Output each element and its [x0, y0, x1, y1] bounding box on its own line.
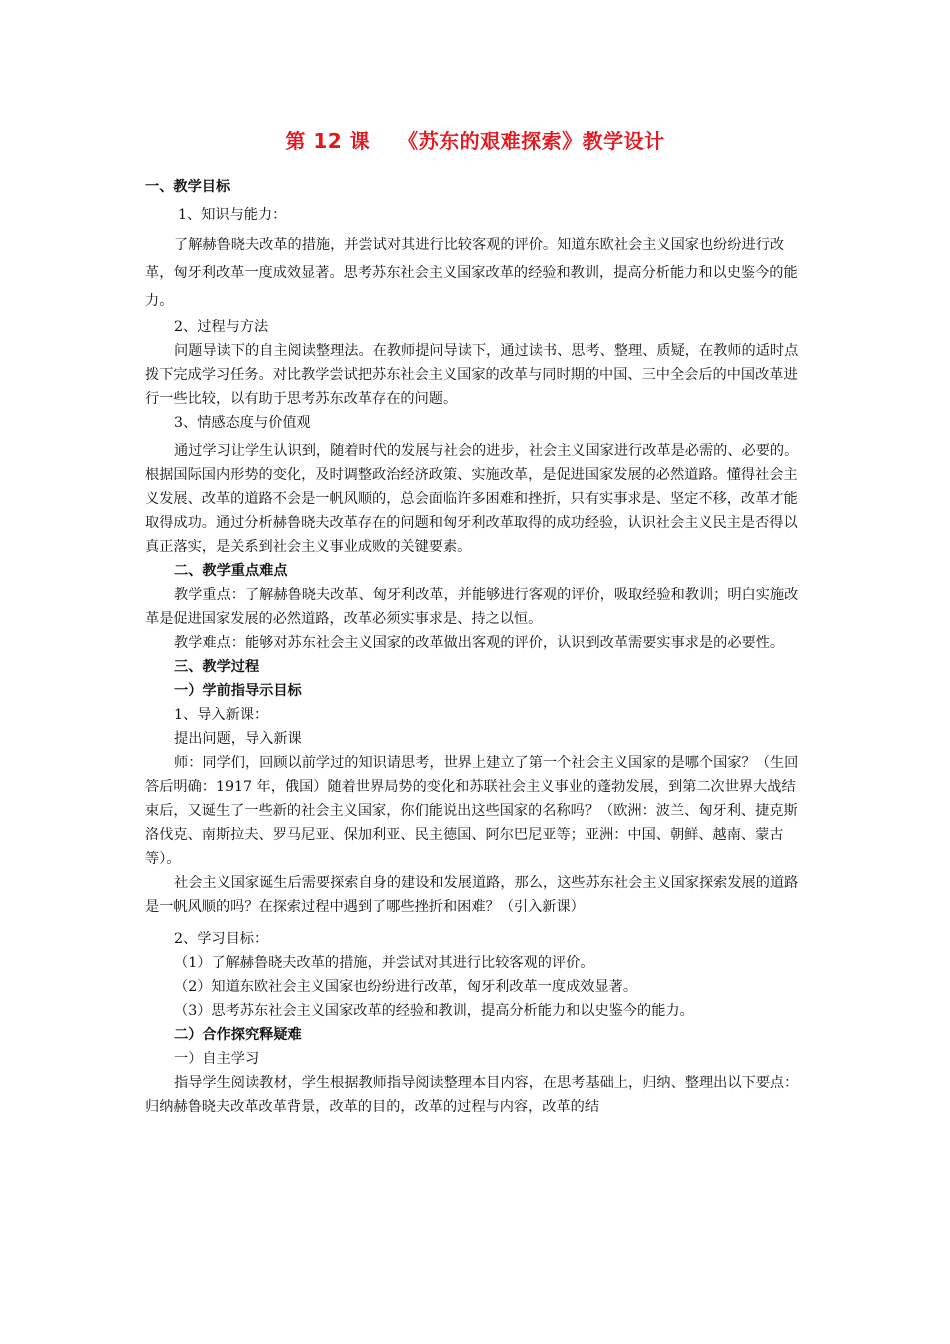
paragraph: 社会主义国家诞生后需要探索自身的建设和发展道路，那么，这些苏东社会主义国家探索发展的道路是一帆风顺的吗？在探索过程中遇到了哪些挫折和困难？（引入新课） — [145, 875, 799, 915]
lesson-name: 《苏东的艰难探索》教学设计 — [398, 129, 665, 153]
list-item: （1）了解赫鲁晓夫改革的措施，并尝试对其进行比较客观的评价。 — [174, 955, 595, 971]
document-title — [0, 125, 950, 154]
lesson-number: 第 12 课 — [285, 129, 371, 153]
list-item: （2）知道东欧社会主义国家也纷纷进行改革，匈牙利改革一度成效显著。 — [174, 979, 638, 995]
subsection-label: 1、知识与能力： — [178, 207, 287, 223]
paragraph: 教学难点：能够对苏东社会主义国家的改革做出客观的评价，认识到改革需要实事求是的必要性。 — [174, 635, 785, 651]
paragraph: 提出问题，导入新课 — [174, 731, 302, 747]
paragraph: 了解赫鲁晓夫改革的措施，并尝试对其进行比较客观的评价。知道东欧社会主义国家也纷纷进行改革，匈牙利改革一度成效显著。思考苏东社会主义国家改革的经验和教训，提高分析能力和以史鉴今的能力。 — [145, 237, 798, 309]
list-item: （3）思考苏东社会主义国家改革的经验和教训，提高分析能力和以史鉴今的能力。 — [174, 1003, 694, 1019]
paragraph: 指导学生阅读教材，学生根据教师指导阅读整理本目内容，在思考基础上，归纳、整理出以下要点：归纳赫鲁晓夫改革改革背景，改革的目的，改革的过程与内容，改革的结 — [145, 1075, 799, 1115]
subsection-heading: 一）学前指导示目标 — [174, 683, 302, 699]
paragraph: 问题导读下的自主阅读整理法。在教师提问导读下，通过读书、思考、整理、质疑，在教师的适时点拨下完成学习任务。对比教学尝试把苏东社会主义国家的改革与同时期的中国、三中全会后的中国改革进行一些比较，以有助于思考苏东改革存在的问题。 — [145, 343, 799, 407]
subsection-label: 2、过程与方法 — [174, 319, 269, 335]
paragraph: 教学重点：了解赫鲁晓夫改革、匈牙利改革，并能够进行客观的评价，吸取经验和教训；明白实施改革是促进国家发展的必然道路，改革必须实事求是、持之以恒。 — [145, 587, 799, 627]
document-body — [145, 175, 805, 1119]
section-heading-objectives: 一、教学目标 — [145, 179, 231, 195]
subsection-label: 一）自主学习 — [174, 1051, 260, 1067]
subsection-label: 1、导入新课： — [174, 707, 269, 723]
section-heading-process: 三、教学过程 — [174, 659, 260, 675]
subsection-label: 3、情感态度与价值观 — [174, 415, 311, 431]
subsection-heading: 二）合作探究释疑难 — [174, 1027, 302, 1043]
paragraph: 通过学习让学生认识到，随着时代的发展与社会的进步，社会主义国家进行改革是必需的、必要的。根据国际国内形势的变化，及时调整政治经济政策、实施改革，是促进国家发展的必然道路。懂得社会主义发展、改革的道路不会是一帆风顺的，总会面临许多困难和挫折，只有实事求是、坚定不移，改革才能取得成功。通过分析赫鲁晓夫改革存在的问题和匈牙利改革取得的成功经验，认识社会主义民主是否得以真正落实，是关系到社会主义事业成败的关键要素。 — [145, 443, 799, 555]
paragraph: 师：同学们，回顾以前学过的知识请思考，世界上建立了第一个社会主义国家的是哪个国家？（生回答后明确：1917 年，俄国）随着世界局势的变化和苏联社会主义事业的蓬勃发展，到第二次世界大战结束后，又诞生了一些新的社会主义国家，你们能说出这些国家的名称吗？（欧洲：波兰、匈牙利、捷克斯洛伐克、南斯拉夫、罗马尼亚、保加利亚、民主德国、阿尔巴尼亚等；亚洲：中国、朝鲜、越南、蒙古等）。 — [145, 755, 799, 867]
subsection-label: 2、学习目标： — [174, 931, 269, 947]
section-heading-keypoints: 二、教学重点难点 — [174, 563, 288, 579]
